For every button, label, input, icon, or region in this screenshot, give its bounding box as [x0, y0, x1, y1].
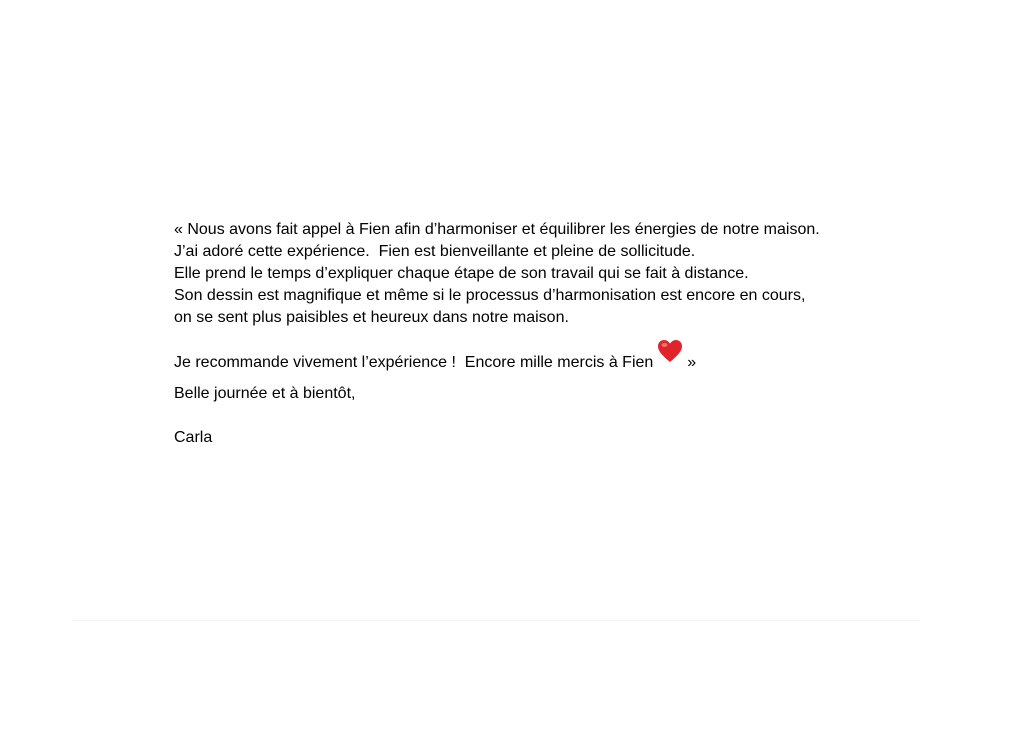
recommendation-line [174, 339, 934, 371]
page-divider [72, 620, 920, 621]
letter-line: Elle prend le temps d’expliquer chaque étape de son travail qui se fait à distance. [174, 265, 749, 282]
testimonial-letter [174, 219, 934, 449]
letter-line: Son dessin est magnifique et même si le processus d’harmonisation est encore en cours, [174, 287, 806, 304]
letter-line: J’ai adoré cette expérience. Fien est bienveillante et pleine de sollicitude. [174, 243, 696, 260]
heart-icon [657, 339, 683, 363]
letter-line: « Nous avons fait appel à Fien afin d’harmoniser et équilibrer les énergies de notre maison. [174, 221, 820, 238]
closing-greeting: Belle journée et à bientôt, [174, 385, 356, 402]
recommendation-text: Je recommande vivement l’expérience ! Encore mille mercis à Fien [174, 354, 654, 371]
closing-quote: » [687, 354, 697, 371]
signature: Carla [174, 429, 213, 446]
letter-line: on se sent plus paisibles et heureux dans notre maison. [174, 309, 569, 326]
